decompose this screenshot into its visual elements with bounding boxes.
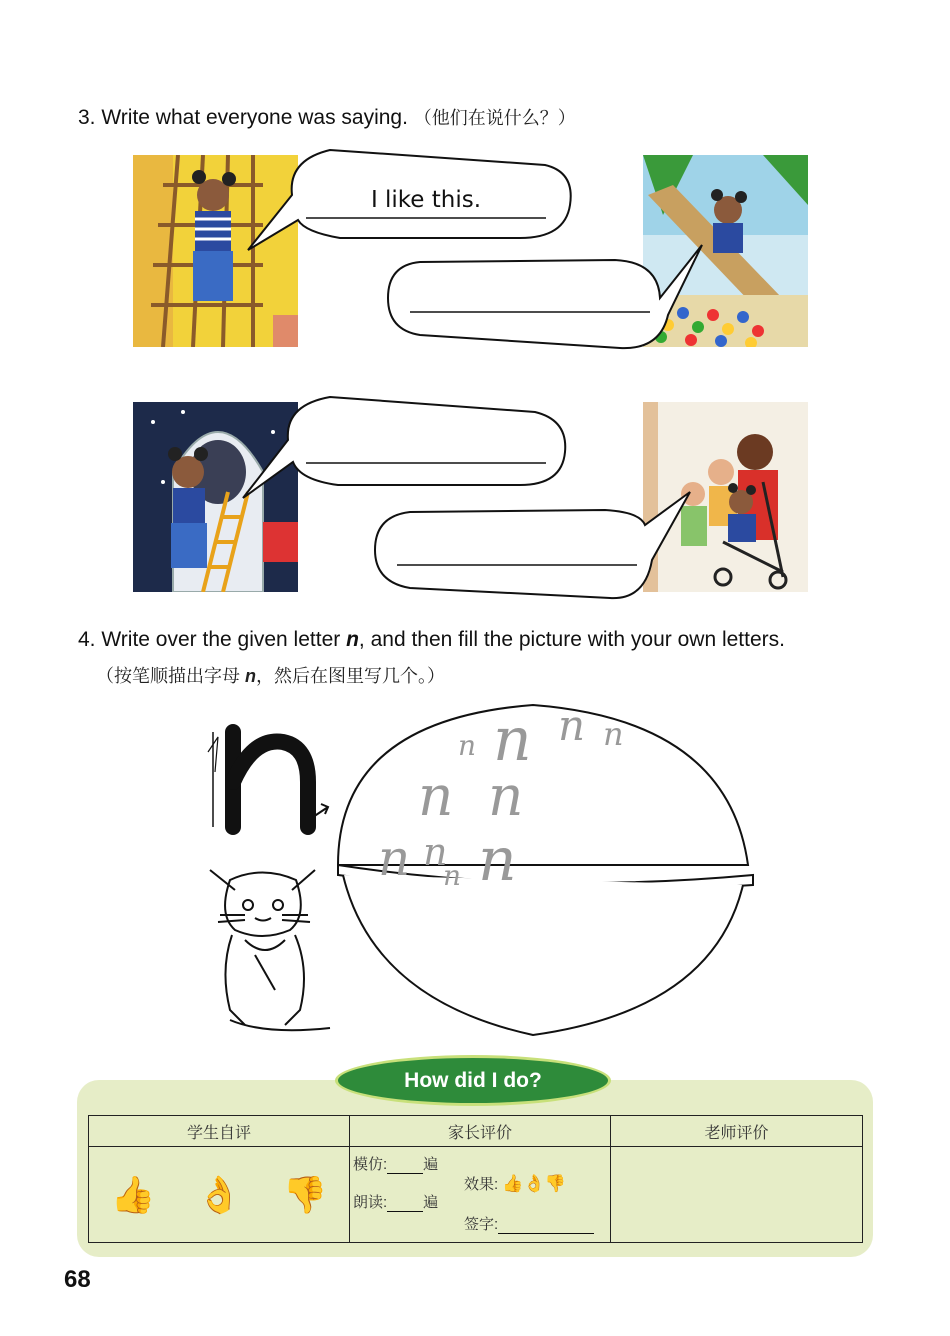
page-number: 68 — [64, 1266, 91, 1293]
thumbs-up-icon[interactable]: 👍 — [110, 1173, 156, 1215]
svg-text:n: n — [458, 729, 477, 762]
covered-bowl-drawing[interactable] — [333, 700, 763, 1040]
thumbs-down-icon[interactable]: 👎 — [282, 1173, 328, 1215]
svg-text:n: n — [603, 715, 624, 753]
signature-field[interactable] — [498, 1216, 594, 1234]
svg-text:n: n — [443, 859, 462, 892]
svg-text:n: n — [423, 830, 448, 874]
bubble-1-answer[interactable]: I like this. — [370, 187, 482, 213]
q4-letter: n — [346, 628, 359, 651]
evaluation-banner — [335, 1055, 611, 1106]
teacher-eval-cell[interactable] — [611, 1147, 863, 1243]
evaluation-table — [88, 1115, 863, 1243]
trace-letter-n[interactable] — [203, 712, 343, 837]
q3-cn: （他们在说什么？） — [413, 108, 576, 128]
effect-icons[interactable]: 👍👌👎 — [502, 1174, 566, 1193]
cat-drawing — [200, 860, 340, 1035]
speech-bubble-4 — [375, 492, 690, 598]
speech-bubble-3 — [243, 397, 565, 498]
q4-text-after: , and then fill the picture with your own letters. — [358, 628, 785, 651]
q4-number: 4. — [78, 628, 96, 651]
q4-cn: （按笔顺描出字母 n，然后在图里写几个。） — [96, 666, 446, 686]
svg-text:n: n — [558, 701, 586, 750]
q4-text-before: Write over the given letter — [101, 628, 347, 651]
svg-text:n: n — [378, 829, 411, 887]
read-count-field[interactable] — [387, 1194, 423, 1212]
header-teacher: 老师评价 — [611, 1116, 863, 1147]
header-self: 学生自评 — [89, 1116, 350, 1147]
svg-text:n: n — [488, 764, 524, 828]
header-parent: 家长评价 — [350, 1116, 611, 1147]
imitate-count-field[interactable] — [387, 1156, 423, 1174]
self-eval-cell — [89, 1147, 350, 1243]
svg-text:n: n — [493, 705, 532, 775]
speech-bubbles-layer — [0, 0, 950, 640]
q4-heading — [78, 628, 785, 652]
svg-text:n: n — [418, 764, 454, 828]
thumbs-sideways-icon[interactable]: 👌 — [196, 1173, 242, 1215]
speech-bubble-2 — [388, 245, 702, 348]
q3-text: Write what everyone was saying. — [101, 106, 408, 129]
evaluation-banner-text: How did I do? — [404, 1068, 542, 1092]
parent-eval-cell: 模仿: 遍 朗读: 遍 效果: 👍👌👎 签字: — [350, 1147, 611, 1243]
svg-text:n: n — [478, 825, 517, 895]
q3-number: 3. — [78, 106, 96, 129]
